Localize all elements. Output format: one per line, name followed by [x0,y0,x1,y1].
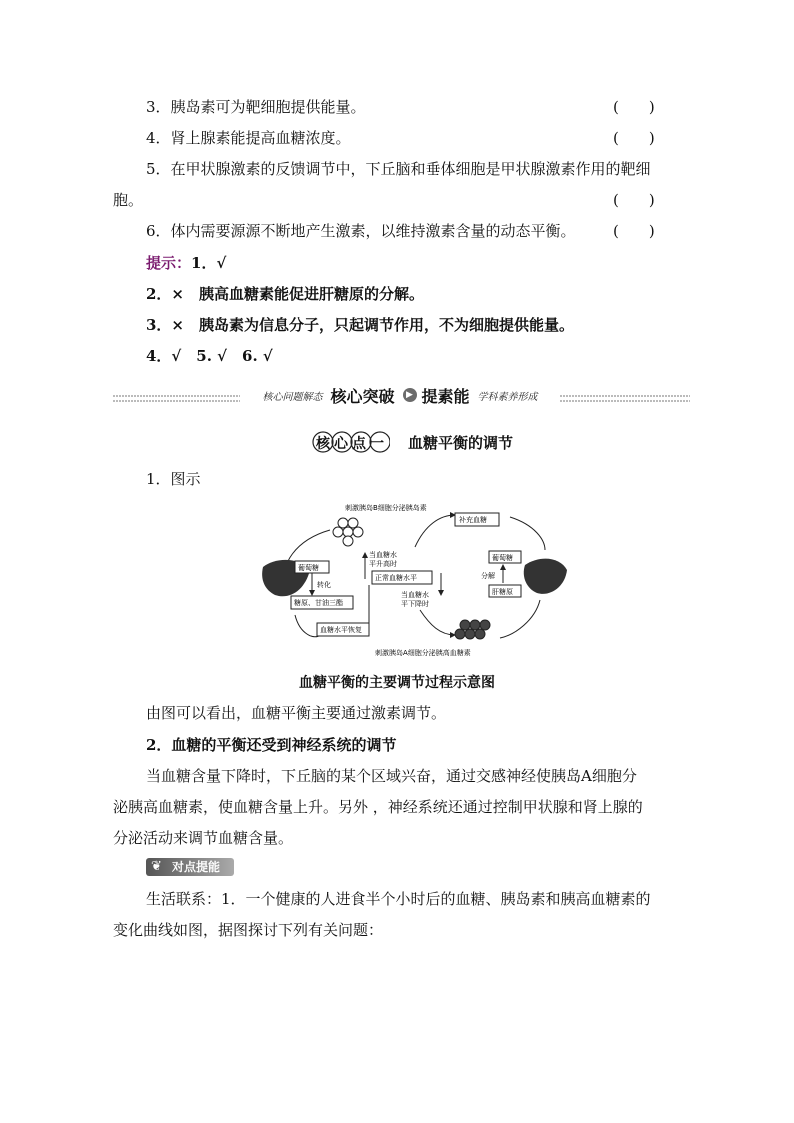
paragraph-1: 由图可以看出，血糖平衡主要通过激素调节。 [146,704,447,722]
answer-paren-6: ( ) [613,222,655,240]
hint-label: 提示： [146,254,192,272]
diagram-top-label: 刺激胰岛B细胞分泌胰岛素 [345,504,427,512]
banner [240,384,560,406]
practice-tag-label: 对点提能 [172,860,221,874]
hint-a1: 1．√ [191,254,227,272]
diagram-fall-l1: 当血糖水 [401,591,429,599]
banner-right-text: 学科素养形成 [477,391,538,403]
paragraph-2-line1: 当血糖含量下降时，下丘脑的某个区域兴奋，通过交感神经使胰岛A细胞分 [146,767,637,785]
banner-main-2: 提素能 [421,386,470,406]
answer-paren-3: ( ) [613,98,655,116]
diagram-glucose-right: 葡萄糖 [492,554,513,562]
islet-b-cells-icon [333,518,363,546]
section-badge-text: 核心点一 [316,436,388,452]
hint-answer-1 [146,253,226,273]
paragraph-2-line2: 泌胰高血糖素，使血糖含量上升。另外 ，神经系统还通过控制甲状腺和肾上腺的 [113,798,643,816]
subsection-2: 2．血糖的平衡还受到神经系统的调节 [146,736,397,754]
diagram-glucose-left: 葡萄糖 [298,564,319,572]
diagram-caption: 血糖平衡的主要调节过程示意图 [299,675,495,691]
islet-a-cells-icon [455,620,490,639]
quiz-item-5-line2: 胞。 [113,191,144,209]
diagram-rise-l2: 平升高时 [369,560,397,568]
answer-paren-4: ( ) [613,129,655,147]
banner-left-text: 核心问题解态 [262,391,323,403]
diagram-convert: 转化 [317,581,331,589]
quiz-item-5-line1: 5．在甲状腺激素的反馈调节中，下丘脑和垂体细胞是甲状腺激素作用的靶细 [146,160,651,178]
banner-main-1: 核心突破 [330,386,395,406]
life-question-line2: 变化曲线如图，据图探讨下列有关问题： [113,921,384,939]
diagram-bottom-label: 刺激胰岛A细胞分泌胰高血糖素 [375,649,471,657]
diagram-restore: 血糖水平恢复 [320,626,362,634]
answer-paren-5: ( ) [613,191,655,209]
diagram-decompose: 分解 [481,572,495,580]
practice-tag [146,858,234,876]
liver-icon-right [524,559,567,594]
paragraph-2-line3: 分泌活动来调节血糖含量。 [113,829,294,847]
hint-answer-3: 3．× 胰岛素为信息分子，只起调节作用，不为细胞提供能量。 [146,316,575,334]
quiz-item-3: 3．胰岛素可为靶细胞提供能量。 [146,98,366,116]
diagram-fall-l2: 平下降时 [401,600,429,608]
diagram-glycogen-fat: 糖原、甘油三酯 [294,599,343,607]
section-title: 血糖平衡的调节 [408,434,514,452]
blood-sugar-diagram [255,495,575,665]
hint-answer-2: 2．× 胰高血糖素能促进肝糖原的分解。 [146,285,425,303]
diagram-supplement: 补充血糖 [459,516,487,524]
hint-answer-4: 4．√ 5. √ 6. √ [146,347,273,365]
life-question-line1: 生活联系：1．一个健康的人进食半个小时后的血糖、胰岛素和胰高血糖素的 [146,890,651,908]
quiz-item-6: 6．体内需要源源不断地产生激素，以维持激素含量的动态平衡。 [146,222,576,240]
quiz-item-4: 4．肾上腺素能提高血糖浓度。 [146,129,351,147]
diagram-normal-level: 正常血糖水平 [375,574,417,582]
leaf-icon: ❦ [151,859,162,874]
arrow-circle-icon: ▶ [403,388,417,402]
diagram-rise-l1: 当血糖水 [369,551,397,559]
subsection-1: 1．图示 [146,470,201,488]
diagram-liver-glycogen: 肝糖原 [492,588,513,596]
